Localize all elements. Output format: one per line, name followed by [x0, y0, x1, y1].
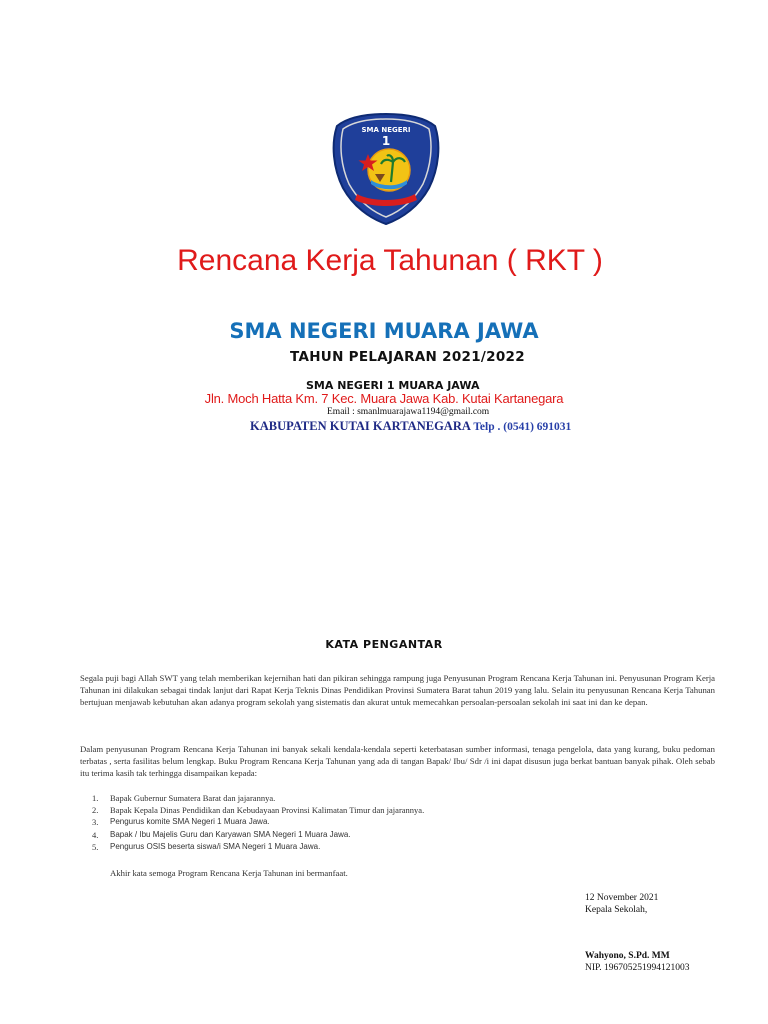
preface-heading: KATA PENGANTAR: [325, 638, 443, 651]
list-item: [92, 841, 424, 853]
signature-nip: NIP. 196705251994121003: [585, 963, 690, 973]
list-item: [92, 792, 424, 804]
phone-number: Telp . (0541) 691031: [473, 421, 572, 433]
academic-year: TAHUN PELAJARAN 2021/2022: [290, 349, 525, 365]
logo-top-text: SMA NEGERI: [361, 126, 411, 134]
signature-role: Kepala Sekolah,: [585, 905, 648, 915]
list-item-text: Pengurus komite SMA Negeri 1 Muara Jawa.: [110, 817, 270, 827]
list-item-text: Bapak Kepala Dinas Pendidikan dan Kebudayaan Provinsi Kalimatan Timur dan jajarannya.: [110, 805, 425, 816]
closing-sentence: Akhir kata semoga Program Rencana Kerja Tahunan ini bermanfaat.: [110, 868, 348, 878]
list-item-text: Bapak Gubernur Sumatera Barat dan jajarannya.: [110, 793, 276, 803]
signature-date: 12 November 2021: [585, 893, 659, 903]
list-item-number: 4.: [92, 829, 99, 840]
list-item-number: 1.: [92, 793, 99, 803]
preface-paragraph-2: Dalam penyusunan Program Rencana Kerja Tahunan ini banyak sekali kendala-kendala seperti keterbatasan sumber informasi, tenaga pengelola, data yang kurang, buku pedoman terbatas , serta fasilitas belum lengkap. Buku Program Rencana Kerja Tahunan yang ada di tangan Bapak/ Ibu/ Sdr /i ini dapat disusun juga berkat bantuan banyak pihak. Oleh sebab itu terima kasih tak terhingga disampaikan kepada:: [80, 744, 715, 779]
list-item: [92, 816, 424, 828]
document-title: Rencana Kerja Tahunan ( RKT ): [177, 244, 603, 277]
list-item-text: Pengurus OSIS beserta siswa/i SMA Negeri 1 Muara Jawa.: [110, 841, 321, 851]
list-item: [92, 829, 424, 841]
school-address: Jln. Moch Hatta Km. 7 Kec. Muara Jawa Kab. Kutai Kartanegara: [204, 391, 564, 406]
preface-paragraph-1: Segala puji bagi Allah SWT yang telah memberikan kejernihan hati dan pikiran sehingga rampung juga Penyusunan Program Rencana Kerja Tahunan ini. Penyusunan Program Kerja Tahunan ini dilakukan sebagai tindak lanjut dari Rapat Kerja Teknis Dinas Pendidikan Provinsi Sumatera Barat tahun 2019 yang lalu. Selain itu penyusunan Rencana Kerja Tahunan bertujuan menjawab kebutuhan akan adanya program sekolah yang sistematis dan akurat untuk memecahkan persoalan-persoalan sekolah ini saat ini dan ke depan.: [80, 673, 715, 708]
regency-name: KABUPATEN KUTAI KARTANEGARA: [250, 419, 471, 433]
list-item: [92, 804, 424, 816]
list-item-number: 3.: [92, 817, 99, 828]
logo-number: 1: [381, 134, 391, 148]
school-email: Email : smanlmuarajawa1194@gmail.com: [327, 407, 490, 417]
list-item-number: 2.: [92, 805, 99, 816]
school-logo: [327, 110, 445, 228]
list-item-text: Bapak / Ibu Majelis Guru dan Karyawan SMA Negeri 1 Muara Jawa.: [110, 829, 351, 839]
thanks-list: [92, 792, 424, 853]
regency-line: [250, 419, 571, 434]
school-name-heading: SMA NEGERI MUARA JAWA: [229, 319, 539, 343]
signature-name: Wahyono, S.Pd. MM: [585, 951, 670, 961]
list-item-number: 5.: [92, 841, 99, 852]
school-full-name: SMA NEGERI 1 MUARA JAWA: [306, 379, 480, 392]
